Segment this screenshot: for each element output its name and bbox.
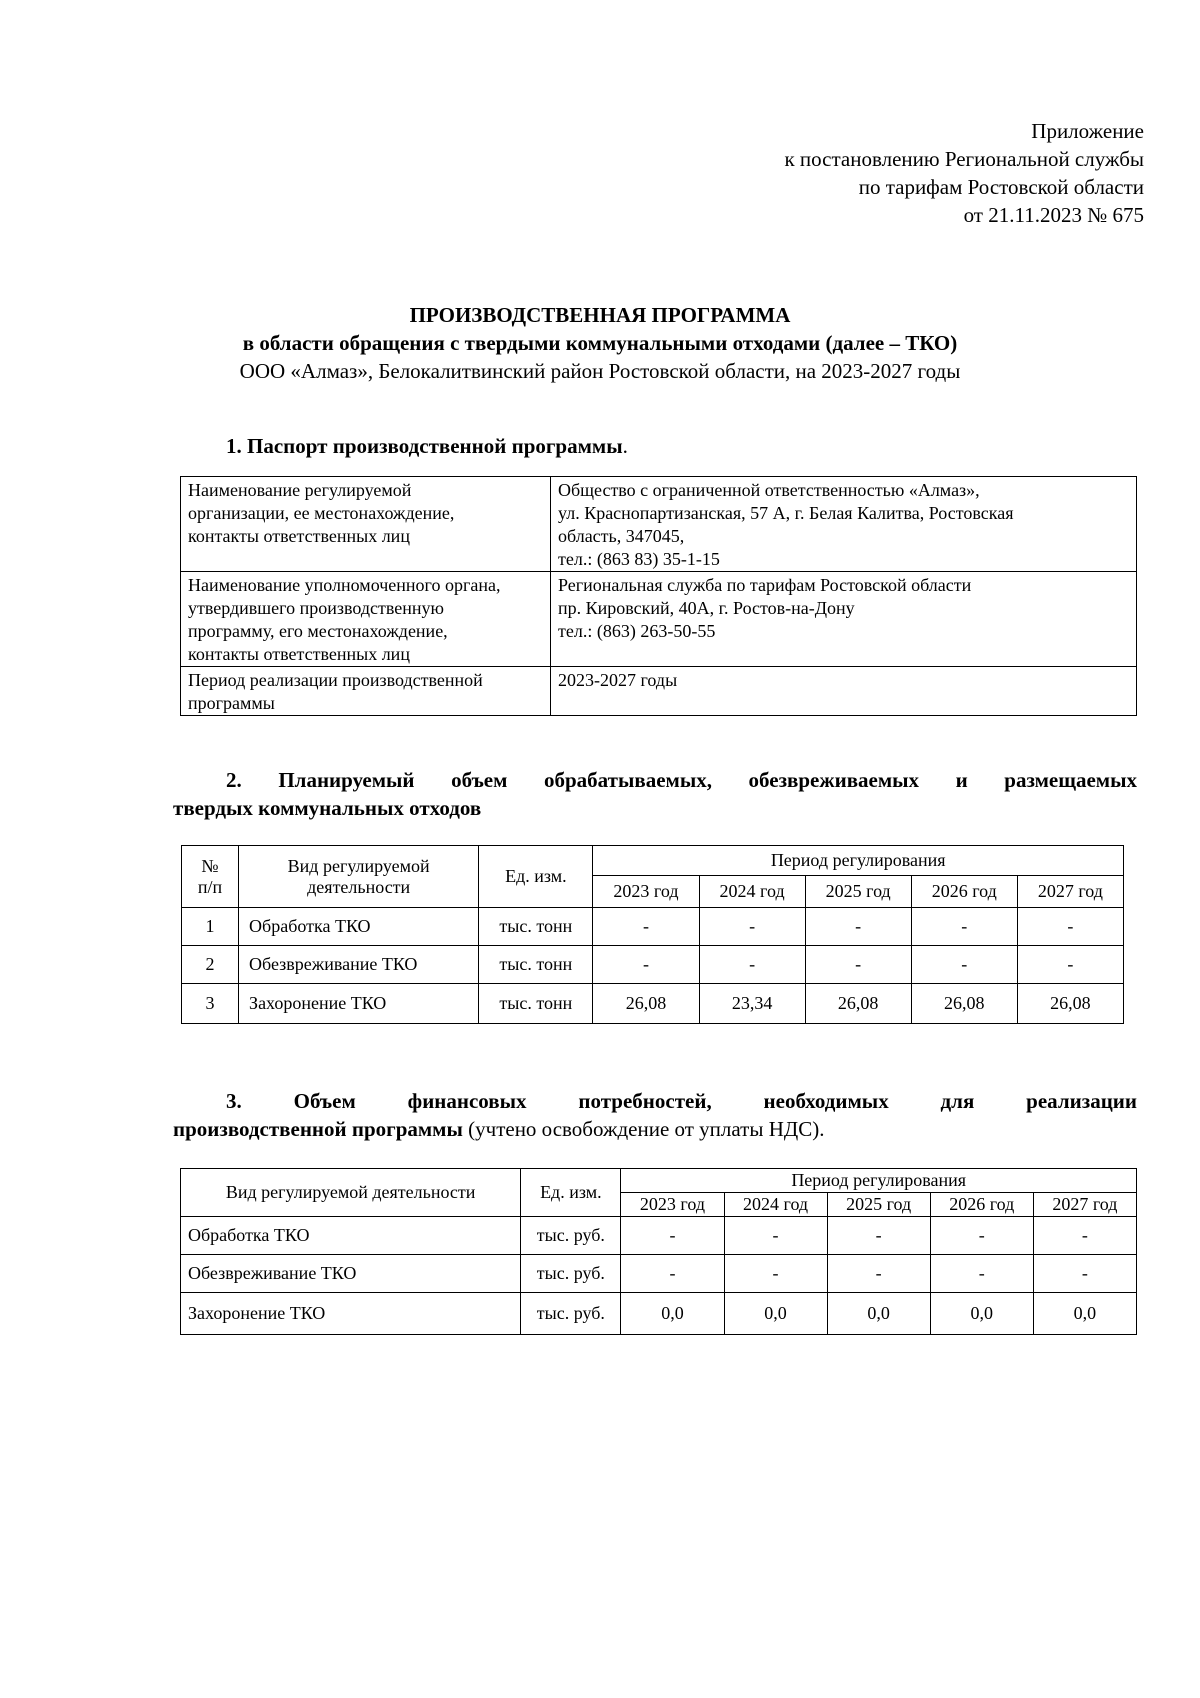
col-header-unit: Ед. изм. [479, 846, 593, 908]
cell-line: деятельности [307, 876, 411, 897]
cell-value: - [699, 946, 805, 984]
appendix-line: к постановлению Региональной службы [784, 147, 1144, 171]
cell-unit: тыс. тонн [479, 984, 593, 1024]
cell-activity: Захоронение ТКО [181, 1293, 521, 1335]
col-header-unit: Ед. изм. [521, 1169, 621, 1217]
cell-unit: тыс. тонн [479, 908, 593, 946]
table-header-row [182, 846, 1124, 876]
cell-value: - [1033, 1255, 1136, 1293]
cell-value: 26,08 [805, 984, 911, 1024]
section2-heading [173, 766, 1137, 822]
cell-value: - [593, 946, 699, 984]
cell-value: - [805, 908, 911, 946]
passport-value [551, 667, 1137, 716]
cell-value: - [621, 1255, 724, 1293]
section2-heading-line: твердых коммунальных отходов [173, 796, 482, 820]
section3-heading-note: (учтено освобождение от уплаты НДС). [462, 1117, 825, 1141]
section1-heading [226, 434, 628, 459]
col-header-activity: Вид регулируемой деятельности [181, 1169, 521, 1217]
cell-line: п/п [197, 876, 223, 897]
col-header-activity [239, 846, 479, 908]
appendix-line: по тарифам Ростовской области [858, 175, 1144, 199]
cell-value: 26,08 [1017, 984, 1123, 1024]
table-row [181, 477, 1137, 572]
section3-heading-bold: производственной программы [173, 1117, 463, 1141]
table-header-row [181, 1169, 1137, 1193]
table-row [181, 1293, 1137, 1335]
cell-value: - [930, 1217, 1033, 1255]
cell-value: 0,0 [930, 1293, 1033, 1335]
appendix-line: от 21.11.2023 № 675 [963, 203, 1144, 227]
cell-unit: тыс. руб. [521, 1217, 621, 1255]
cell-value: - [1033, 1217, 1136, 1255]
cell-line: Общество с ограниченной ответственностью «Алмаз», [558, 480, 980, 500]
table-row [181, 667, 1137, 716]
cell-line: программы [188, 693, 275, 713]
cell-value: - [805, 946, 911, 984]
cell-line: 2023-2027 годы [558, 670, 678, 690]
cell-value: 0,0 [621, 1293, 724, 1335]
cell-unit: тыс. руб. [521, 1293, 621, 1335]
passport-label [181, 667, 551, 716]
col-header-period: Период регулирования [621, 1169, 1137, 1193]
passport-value [551, 572, 1137, 667]
section2-heading-line: 2. Планируемый объем обрабатываемых, обезвреживаемых и размещаемых [226, 768, 1137, 792]
col-header-year: 2027 год [1017, 876, 1123, 908]
cell-num: 2 [182, 946, 239, 984]
col-header-year: 2023 год [621, 1193, 724, 1217]
volume-table [181, 845, 1124, 1024]
cell-line: Вид регулируемой [287, 855, 430, 876]
cell-value: 26,08 [593, 984, 699, 1024]
section1-heading-dot: . [622, 434, 628, 458]
cell-value: 0,0 [724, 1293, 827, 1335]
col-header-year: 2024 год [724, 1193, 827, 1217]
cell-value: - [593, 908, 699, 946]
cell-value: - [911, 908, 1017, 946]
cell-num: 3 [182, 984, 239, 1024]
cell-value: - [911, 946, 1017, 984]
col-header-year: 2027 год [1033, 1193, 1136, 1217]
cell-line: ул. Краснопартизанская, 57 А, г. Белая Калитва, Ростовская [558, 503, 1014, 523]
cell-activity: Обработка ТКО [181, 1217, 521, 1255]
section3-heading-line: 3. Объем финансовых потребностей, необходимых для реализации [226, 1089, 1137, 1113]
table-row [181, 1217, 1137, 1255]
passport-value [551, 477, 1137, 572]
cell-value: - [621, 1217, 724, 1255]
cell-line: программу, его местонахождение, [188, 621, 448, 641]
cell-line: тел.: (863) 263-50-55 [558, 621, 716, 641]
passport-label [181, 477, 551, 572]
col-header-year: 2024 год [699, 876, 805, 908]
cell-value: - [724, 1217, 827, 1255]
section1-heading-text: 1. Паспорт производственной программы [226, 434, 623, 458]
cell-activity: Обезвреживание ТКО [181, 1255, 521, 1293]
col-header-year: 2026 год [911, 876, 1017, 908]
section3-heading [173, 1087, 1137, 1143]
cell-value: - [1017, 908, 1123, 946]
passport-table [180, 476, 1137, 716]
cell-line: Период реализации производственной [188, 670, 483, 690]
finance-table [180, 1168, 1137, 1335]
cell-line: Наименование уполномоченного органа, [188, 575, 501, 595]
cell-line: Наименование регулируемой [188, 480, 412, 500]
table-row [182, 984, 1124, 1024]
col-header-period: Период регулирования [593, 846, 1124, 876]
cell-value: - [827, 1217, 930, 1255]
title-line: ООО «Алмаз», Белокалитвинский район Ростовской области, на 2023-2027 годы [239, 359, 961, 383]
cell-activity: Обработка ТКО [239, 908, 479, 946]
cell-activity: Обезвреживание ТКО [239, 946, 479, 984]
table-row [181, 572, 1137, 667]
col-header-year: 2026 год [930, 1193, 1033, 1217]
document-title [0, 301, 1200, 385]
cell-line: Региональная служба по тарифам Ростовской области [558, 575, 972, 595]
passport-label [181, 572, 551, 667]
cell-line: контакты ответственных лиц [188, 526, 410, 546]
title-line: ПРОИЗВОДСТВЕННАЯ ПРОГРАММА [409, 303, 791, 327]
col-header-num [182, 846, 239, 908]
cell-line: тел.: (863 83) 35-1-15 [558, 549, 720, 569]
cell-activity: Захоронение ТКО [239, 984, 479, 1024]
cell-line: контакты ответственных лиц [188, 644, 410, 664]
cell-unit: тыс. тонн [479, 946, 593, 984]
cell-line: утвердившего производственную [188, 598, 444, 618]
cell-value: - [724, 1255, 827, 1293]
appendix-header [784, 117, 1144, 229]
table-row [182, 908, 1124, 946]
cell-value: - [699, 908, 805, 946]
cell-unit: тыс. руб. [521, 1255, 621, 1293]
appendix-line: Приложение [1031, 119, 1144, 143]
col-header-year: 2023 год [593, 876, 699, 908]
title-line: в области обращения с твердыми коммунальными отходами (далее – ТКО) [242, 331, 958, 355]
cell-value: 26,08 [911, 984, 1017, 1024]
cell-value: - [827, 1255, 930, 1293]
cell-line: № [201, 855, 219, 876]
cell-value: 0,0 [827, 1293, 930, 1335]
table-row [181, 1255, 1137, 1293]
cell-num: 1 [182, 908, 239, 946]
col-header-year: 2025 год [805, 876, 911, 908]
cell-line: пр. Кировский, 40А, г. Ростов-на-Дону [558, 598, 855, 618]
cell-value: - [1017, 946, 1123, 984]
table-row [182, 946, 1124, 984]
cell-line: организации, ее местонахождение, [188, 503, 455, 523]
cell-value: 23,34 [699, 984, 805, 1024]
cell-value: 0,0 [1033, 1293, 1136, 1335]
cell-line: область, 347045, [558, 526, 685, 546]
cell-value: - [930, 1255, 1033, 1293]
col-header-year: 2025 год [827, 1193, 930, 1217]
